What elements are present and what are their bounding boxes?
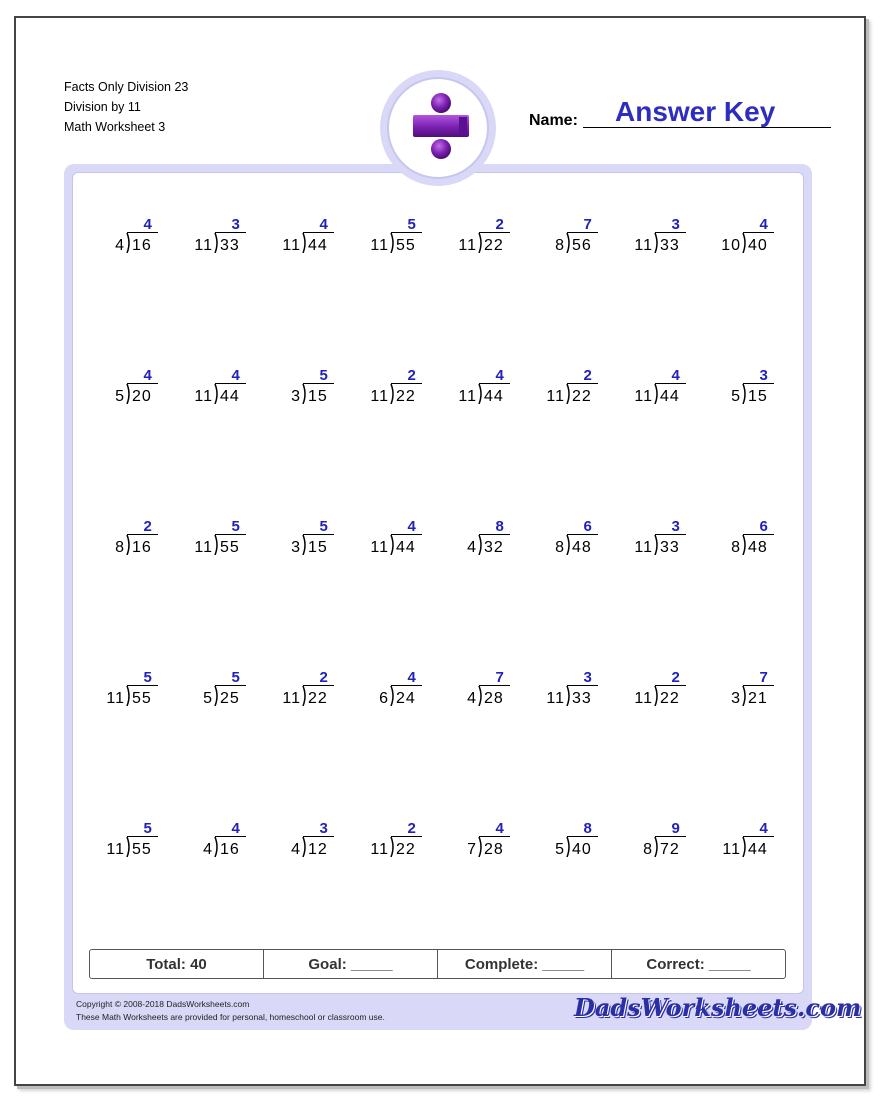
division-problem <box>706 669 776 719</box>
quotient-answer: 8 <box>495 518 504 535</box>
division-problem <box>442 367 512 417</box>
divisor: 5 <box>555 841 565 858</box>
dividend: 33 <box>660 539 680 556</box>
dividend: 16 <box>132 539 152 556</box>
division-problem <box>442 669 512 719</box>
division-problem <box>90 820 160 870</box>
answer-key-label: Answer Key <box>615 96 776 127</box>
divisor: 5 <box>731 388 741 405</box>
problems-panel <box>72 172 804 994</box>
dividend: 44 <box>308 237 328 254</box>
dividend: 33 <box>220 237 240 254</box>
quotient-answer: 4 <box>143 367 152 384</box>
division-problem <box>178 216 248 266</box>
dividend: 24 <box>396 690 416 707</box>
quotient-answer: 2 <box>143 518 152 535</box>
division-problem <box>90 669 160 719</box>
dividend: 44 <box>748 841 768 858</box>
division-problem <box>618 216 688 266</box>
quotient-answer: 4 <box>231 367 240 384</box>
quotient-answer: 5 <box>143 820 152 837</box>
dividend: 22 <box>396 388 416 405</box>
divisor: 8 <box>555 539 565 556</box>
division-problem <box>266 518 336 568</box>
quotient-answer: 4 <box>759 820 768 837</box>
divisor: 7 <box>467 841 477 858</box>
quotient-answer: 5 <box>231 669 240 686</box>
divisor: 11 <box>106 690 125 707</box>
quotient-answer: 2 <box>583 367 592 384</box>
division-problem <box>266 669 336 719</box>
division-problem <box>266 367 336 417</box>
divisor: 10 <box>721 237 741 254</box>
dividend: 15 <box>308 388 328 405</box>
worksheet-number: Math Worksheet 3 <box>64 120 166 134</box>
quotient-answer: 2 <box>495 216 504 233</box>
score-summary <box>89 949 786 979</box>
division-problem <box>442 216 512 266</box>
name-field <box>529 96 831 128</box>
divisor: 11 <box>194 539 213 556</box>
divisor: 11 <box>282 237 301 254</box>
dividend: 22 <box>308 690 328 707</box>
division-problem <box>354 216 424 266</box>
quotient-answer: 4 <box>407 669 416 686</box>
dividend: 44 <box>220 388 240 405</box>
logo-badge <box>380 70 496 186</box>
division-problem <box>266 820 336 870</box>
division-sign-icon <box>389 79 487 177</box>
division-problem <box>706 820 776 870</box>
division-problem <box>354 820 424 870</box>
goal-field: Goal: _____ <box>264 950 438 978</box>
divisor: 11 <box>634 237 653 254</box>
divisor: 8 <box>731 539 741 556</box>
logo-ring <box>387 77 489 179</box>
dividend: 40 <box>572 841 592 858</box>
dividend: 25 <box>220 690 240 707</box>
division-problem <box>90 216 160 266</box>
division-problem <box>530 518 600 568</box>
dividend: 55 <box>396 237 416 254</box>
quotient-answer: 4 <box>759 216 768 233</box>
quotient-answer: 2 <box>407 820 416 837</box>
division-problem <box>618 820 688 870</box>
quotient-answer: 4 <box>407 518 416 535</box>
name-label: Name: <box>529 112 578 129</box>
divisor: 4 <box>115 237 125 254</box>
division-problem <box>354 669 424 719</box>
quotient-answer: 5 <box>231 518 240 535</box>
dividend: 28 <box>484 841 504 858</box>
footer-copyright <box>76 998 385 1024</box>
divisor: 11 <box>370 841 389 858</box>
divisor: 11 <box>370 539 389 556</box>
division-problem <box>178 669 248 719</box>
divisor: 5 <box>203 690 213 707</box>
divisor: 11 <box>458 388 477 405</box>
division-problem <box>442 820 512 870</box>
complete-field: Complete: _____ <box>438 950 612 978</box>
quotient-answer: 4 <box>231 820 240 837</box>
quotient-answer: 4 <box>495 367 504 384</box>
quotient-answer: 3 <box>231 216 240 233</box>
quotient-answer: 6 <box>583 518 592 535</box>
quotient-answer: 4 <box>671 367 680 384</box>
divisor: 8 <box>115 539 125 556</box>
divisor: 4 <box>467 690 477 707</box>
division-problem <box>530 669 600 719</box>
division-problem <box>530 820 600 870</box>
total-count: Total: 40 <box>90 950 264 978</box>
divisor: 11 <box>458 237 477 254</box>
division-problem <box>354 367 424 417</box>
usage-note: These Math Worksheets are provided for personal, homeschool or classroom use. <box>76 1012 385 1022</box>
dividend: 44 <box>660 388 680 405</box>
quotient-answer: 2 <box>407 367 416 384</box>
dividend: 48 <box>572 539 592 556</box>
dividend: 33 <box>660 237 680 254</box>
divisor: 11 <box>634 388 653 405</box>
divisor: 8 <box>643 841 653 858</box>
divisor: 11 <box>106 841 125 858</box>
brand-logo: DadsWorksheets.com <box>574 993 862 1022</box>
worksheet-header <box>64 77 188 137</box>
dividend: 40 <box>748 237 768 254</box>
divisor: 8 <box>555 237 565 254</box>
division-problem <box>178 518 248 568</box>
quotient-answer: 3 <box>319 820 328 837</box>
dividend: 44 <box>484 388 504 405</box>
worksheet-title: Facts Only Division 23 <box>64 80 189 94</box>
dividend: 33 <box>572 690 592 707</box>
dividend: 44 <box>396 539 416 556</box>
quotient-answer: 5 <box>407 216 416 233</box>
division-problem <box>90 518 160 568</box>
dividend: 55 <box>220 539 240 556</box>
dividend: 15 <box>748 388 768 405</box>
division-problem <box>530 367 600 417</box>
divisor: 11 <box>546 690 565 707</box>
quotient-answer: 8 <box>583 820 592 837</box>
dividend: 56 <box>572 237 592 254</box>
division-problem <box>706 367 776 417</box>
division-problem <box>354 518 424 568</box>
quotient-answer: 3 <box>671 216 680 233</box>
divisor: 11 <box>546 388 565 405</box>
quotient-answer: 7 <box>583 216 592 233</box>
division-problem <box>706 216 776 266</box>
dividend: 22 <box>572 388 592 405</box>
division-problem <box>90 367 160 417</box>
division-problem <box>442 518 512 568</box>
quotient-answer: 4 <box>319 216 328 233</box>
divisor: 4 <box>291 841 301 858</box>
divisor: 11 <box>634 539 653 556</box>
problems-frame <box>64 164 812 1030</box>
division-problem <box>618 367 688 417</box>
dividend: 15 <box>308 539 328 556</box>
divisor: 4 <box>467 539 477 556</box>
divisor: 11 <box>194 237 213 254</box>
division-problem <box>266 216 336 266</box>
quotient-answer: 2 <box>319 669 328 686</box>
divisor: 6 <box>379 690 389 707</box>
dividend: 22 <box>396 841 416 858</box>
divisor: 11 <box>634 690 653 707</box>
divisor: 5 <box>115 388 125 405</box>
quotient-answer: 4 <box>143 216 152 233</box>
divisor: 11 <box>370 388 389 405</box>
quotient-answer: 6 <box>759 518 768 535</box>
divisor: 4 <box>203 841 213 858</box>
quotient-answer: 3 <box>671 518 680 535</box>
quotient-answer: 5 <box>319 518 328 535</box>
division-problem <box>530 216 600 266</box>
dividend: 16 <box>132 237 152 254</box>
dividend: 22 <box>660 690 680 707</box>
quotient-answer: 5 <box>319 367 328 384</box>
dividend: 21 <box>748 690 768 707</box>
quotient-answer: 7 <box>495 669 504 686</box>
divisor: 3 <box>731 690 741 707</box>
division-problem <box>618 518 688 568</box>
quotient-answer: 3 <box>583 669 592 686</box>
dividend: 16 <box>220 841 240 858</box>
division-problem <box>178 367 248 417</box>
dividend: 48 <box>748 539 768 556</box>
quotient-answer: 2 <box>671 669 680 686</box>
dividend: 12 <box>308 841 328 858</box>
dividend: 28 <box>484 690 504 707</box>
dividend: 72 <box>660 841 680 858</box>
divisor: 3 <box>291 388 301 405</box>
division-problem <box>178 820 248 870</box>
divisor: 11 <box>722 841 741 858</box>
division-problem <box>706 518 776 568</box>
dividend: 22 <box>484 237 504 254</box>
correct-field: Correct: _____ <box>646 955 751 973</box>
divisor: 11 <box>194 388 213 405</box>
dividend: 32 <box>484 539 504 556</box>
division-problem <box>618 669 688 719</box>
quotient-answer: 3 <box>759 367 768 384</box>
quotient-answer: 4 <box>495 820 504 837</box>
quotient-answer: 9 <box>671 820 680 837</box>
divisor: 11 <box>370 237 389 254</box>
dividend: 55 <box>132 841 152 858</box>
worksheet-subtitle: Division by 11 <box>64 100 141 114</box>
quotient-answer: 5 <box>143 669 152 686</box>
dividend: 55 <box>132 690 152 707</box>
divisor: 11 <box>282 690 301 707</box>
quotient-answer: 7 <box>759 669 768 686</box>
dividend: 20 <box>132 388 152 405</box>
copyright-text: Copyright © 2008-2018 DadsWorksheets.com <box>76 999 250 1009</box>
divisor: 3 <box>291 539 301 556</box>
